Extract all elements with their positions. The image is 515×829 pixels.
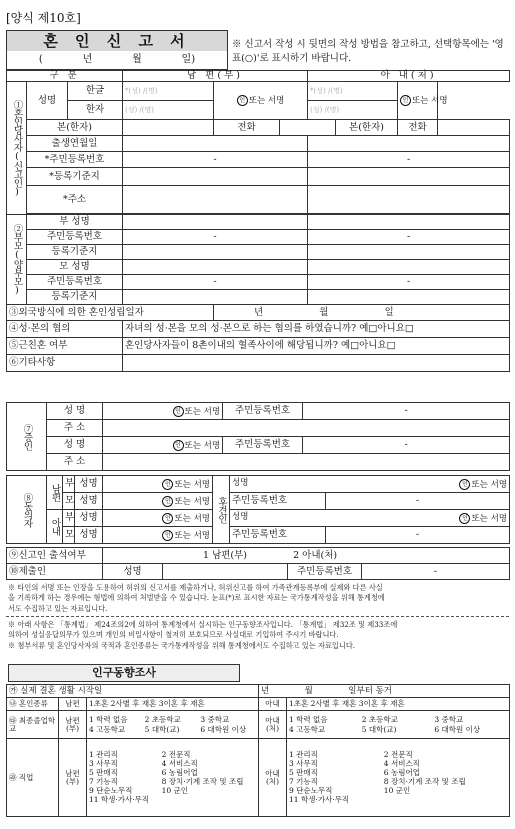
hanja-label: 한자 — [68, 101, 123, 120]
wife-hanja-field[interactable] — [308, 101, 398, 120]
seal-icon: 인 — [459, 479, 470, 490]
domicile-label: *등록기준지 — [27, 168, 123, 186]
wife-father-domicile[interactable] — [308, 245, 510, 260]
mother-domicile-label: 등록기준지 — [27, 290, 123, 305]
husband-bon-field[interactable] — [123, 120, 214, 136]
section9-options[interactable] — [103, 548, 510, 564]
placeholder: (성) /(명) — [310, 106, 340, 115]
w-father-sign[interactable] — [103, 510, 213, 527]
job-opt[interactable]: 2 전문직 — [161, 750, 191, 760]
survey-title: 인구동향조사 — [8, 664, 240, 682]
birth-label: 출생연월일 — [27, 136, 123, 152]
submit-table — [6, 547, 510, 580]
w1-rrn-field[interactable]: - — [303, 403, 510, 420]
section6-field[interactable] — [123, 355, 510, 372]
job-opt[interactable]: 7 기능직 — [89, 777, 118, 786]
seal-icon: 인 — [162, 513, 173, 524]
start-label: ㉮ 실제 결혼 생활 시작일 — [7, 685, 259, 698]
job-wife-label: 아내(처) — [259, 739, 287, 817]
h-father: 부 — [63, 476, 75, 493]
husband-address-field[interactable] — [123, 186, 308, 214]
seal-icon: 인 — [162, 530, 173, 541]
submitter-rrn-label: 주민등록번호 — [288, 564, 362, 580]
date-month: 월 — [132, 54, 142, 65]
section5-label: ⑤근친혼 여부 — [7, 338, 123, 355]
wife-sign-field[interactable] — [398, 82, 448, 120]
bon-label: 본(한자) — [27, 120, 123, 136]
husband-sign-field[interactable] — [214, 82, 308, 120]
s5-answer[interactable]: 예□아니요□ — [340, 340, 396, 352]
w2-sign-field[interactable] — [103, 437, 223, 454]
section6-label: ⑥기타사항 — [7, 355, 123, 372]
job-opt[interactable]: 11 학생·가사·무직 — [89, 794, 150, 804]
submitter-name-field[interactable] — [163, 564, 288, 580]
s5-q: 혼인당사자들이 8촌이내의 혈족사이에 해당됩니까? — [125, 340, 338, 352]
edu-label: ㉰ 최종졸업학교 — [7, 711, 59, 739]
start-field[interactable] — [259, 685, 510, 698]
s3-year: 년 — [254, 306, 264, 318]
kind-husband-label: 남편 — [59, 698, 87, 711]
edu-opt[interactable]: 5 대학(교) — [361, 724, 397, 734]
edu-opt[interactable]: 6 대학원 이상 — [200, 724, 247, 734]
edu-husband-opts[interactable] — [87, 711, 259, 739]
g2-rrn-field[interactable]: - — [326, 527, 510, 544]
father-rrn-label: 주민등록번호 — [27, 230, 123, 245]
wife-phone-label: 전화 — [398, 120, 438, 136]
seal-icon: 인 — [162, 479, 173, 490]
job-opt[interactable]: 3 사무직 — [289, 759, 318, 769]
h-father-name-label: 성명 — [75, 476, 103, 493]
sign-label: 또는 서명 — [184, 440, 221, 451]
wife-mother-domicile[interactable] — [308, 290, 510, 305]
father-name-label: 부 성명 — [27, 215, 123, 230]
job-opt[interactable]: 1 관리직 — [289, 750, 318, 760]
job-husband-opts[interactable] — [87, 739, 259, 817]
notes-block-1 — [8, 583, 508, 614]
wife-mother-name[interactable] — [308, 260, 510, 275]
w1-name-label: 성 명 — [47, 403, 103, 420]
section9-label: ⑨신고인 출석여부 — [7, 548, 103, 564]
husband-phone-label: 전화 — [214, 120, 280, 136]
w-father-name-label: 성명 — [75, 510, 103, 527]
edu-opt[interactable]: 2 초등학교 — [361, 714, 398, 724]
job-opt[interactable]: 8 장치·기계 조작 및 조립 — [161, 777, 244, 786]
section10-label: ⑩제출인 — [7, 564, 103, 580]
divider — [6, 616, 509, 617]
husband-hanja-field[interactable] — [123, 101, 214, 120]
job-opt[interactable]: 9 단순노무직 — [289, 785, 333, 795]
g1-rrn-field[interactable]: - — [326, 493, 510, 510]
w1-address-label: 주 소 — [47, 420, 103, 437]
wife-domicile-field[interactable] — [308, 168, 510, 186]
g2-name-label: 성명 — [232, 511, 249, 522]
job-opt[interactable]: 11 학생·가사·무직 — [289, 794, 350, 804]
main-form-table — [6, 70, 510, 372]
name-label: 성명 — [27, 82, 68, 120]
g2-rrn-label: 주민등록번호 — [230, 527, 326, 544]
job-opt[interactable]: 5 판매직 — [89, 768, 118, 778]
husband-phone-field[interactable] — [280, 120, 336, 136]
mother-rrn-label: 주민등록번호 — [27, 275, 123, 290]
g1-name[interactable] — [230, 476, 510, 493]
sign-label: 또는 서명 — [248, 96, 285, 106]
page-title: 혼 인 신 고 서 — [7, 31, 227, 51]
wife-phone-field[interactable] — [438, 120, 510, 136]
job-opt[interactable]: 4 서비스직 — [161, 759, 198, 769]
guardian-label: 후견인 — [213, 476, 230, 544]
date-open: ( — [38, 54, 43, 65]
w1-sign-field[interactable] — [103, 403, 223, 420]
col-gubun: 구 분 — [7, 71, 123, 82]
submitter-rrn-field[interactable]: - — [362, 564, 510, 580]
w2-rrn-label: 주민등록번호 — [223, 437, 303, 454]
husband-father-rrn[interactable]: - — [123, 230, 308, 245]
title-box — [6, 30, 228, 70]
seal-icon: 인 — [400, 95, 411, 106]
w2-name-label: 성 명 — [47, 437, 103, 454]
note-2b: 의하여 성실응답의무가 있으며 개인의 비밀사항이 철저히 보호되므로 사실대로 기입하여 주시기 바랍니다. — [8, 630, 339, 640]
section4-question[interactable] — [123, 321, 510, 338]
note-1c: 서도 수집하고 있는 자료입니다. — [8, 603, 108, 613]
g2-name[interactable] — [230, 510, 510, 527]
placeholder: (성) /(명) — [125, 106, 155, 115]
job-husband-label: 남편(부) — [59, 739, 87, 817]
seal-icon: 인 — [237, 95, 248, 106]
note-2c: ※ 첨부서류 및 혼인당사자의 국적과 혼인종류는 국가통계작성을 위해 통계청에서도 수집하고 있는 자료입니다. — [8, 640, 356, 650]
note-2a: ※ 아래 사항은 「통계법」 제24조의2에 의하여 통계청에서 실시하는 인구동향조사입니다. 「통계법」 제32조 및 제33조에 — [8, 620, 398, 629]
title-date — [7, 51, 227, 68]
husband-father-name[interactable] — [123, 215, 308, 230]
job-opt[interactable]: 6 농림어업 — [383, 768, 420, 778]
h-mother-name-label: 성명 — [75, 493, 103, 510]
sign-label: 또는 서명 — [471, 479, 508, 490]
start-month: 월 — [304, 685, 313, 696]
job-opt[interactable]: 6 농림어업 — [161, 768, 198, 778]
s4-q: 자녀의 성·본을 모의 성·본으로 하는 협의를 하였습니까? — [125, 323, 357, 335]
mother-name-label: 모 성명 — [27, 260, 123, 275]
husband-mother-name[interactable] — [123, 260, 308, 275]
edu-opt[interactable]: 1 학력 없음 — [289, 714, 328, 724]
job-opt[interactable]: 1 관리직 — [89, 750, 118, 760]
wife-bon-label: 본(한자) — [336, 120, 398, 136]
job-opt[interactable]: 2 전문직 — [383, 750, 413, 760]
wife-side: 아내 — [47, 510, 63, 544]
address-label: *주소 — [27, 186, 123, 214]
kind-wife-label: 아내 — [259, 698, 287, 711]
date-year: 년 — [82, 54, 93, 65]
col-wife: 아 내(처) — [308, 71, 510, 82]
section4-label: ④성·본의 협의 — [7, 321, 123, 338]
hangul-label: 한글 — [68, 82, 123, 101]
w-mother-sign[interactable] — [103, 527, 213, 544]
start-year: 년 — [261, 685, 270, 696]
g1-name-label: 성명 — [232, 477, 249, 488]
father-domicile-label: 등록기준지 — [27, 245, 123, 260]
wife-rrn-field[interactable]: - — [308, 152, 510, 168]
w1-rrn-label: 주민등록번호 — [223, 403, 303, 420]
edu-opt[interactable]: 4 고등학교 — [89, 724, 126, 734]
edu-opt[interactable]: 3 중학교 — [434, 714, 464, 724]
section3-label: ③외국방식에 의한 혼인성립일자 — [7, 305, 214, 321]
w1-address-field[interactable] — [103, 420, 510, 437]
h-mother: 모 — [63, 493, 75, 510]
edu-opt[interactable]: 1 학력 없음 — [89, 714, 128, 724]
husband-hangul-field[interactable] — [123, 82, 214, 101]
edu-wife-opts[interactable] — [287, 711, 510, 739]
sign-label: 또는 서명 — [184, 406, 221, 417]
w-mother-name-label: 성명 — [75, 527, 103, 544]
job-opt[interactable]: 4 서비스직 — [383, 759, 420, 769]
husband-rrn-field[interactable]: - — [123, 152, 308, 168]
s3-day: 일 — [384, 306, 394, 318]
edu-opt[interactable]: 4 고등학교 — [289, 724, 326, 734]
section5-question[interactable] — [123, 338, 510, 355]
wife-hangul-field[interactable] — [308, 82, 398, 101]
sign-label: 또는 서명 — [174, 496, 210, 507]
s3-month: 월 — [319, 306, 329, 318]
sign-label: 또는 서명 — [174, 513, 210, 524]
w2-address-label: 주 소 — [47, 454, 103, 471]
section3-date-field[interactable] — [214, 305, 510, 321]
w2-address-field[interactable] — [103, 454, 510, 471]
section1-label: ①혼인당사자(신고인) — [7, 82, 27, 215]
edu-opt[interactable]: 2 초등학교 — [144, 714, 181, 724]
s4-answer[interactable]: 예□아니요□ — [359, 323, 414, 335]
notes-block-2 — [8, 620, 508, 651]
job-opt[interactable]: 5 판매직 — [289, 768, 318, 778]
rrn-label: *주민등록번호 — [27, 152, 123, 168]
section8-label: ⑧동의자 — [7, 476, 47, 544]
h-father-sign[interactable] — [103, 476, 213, 493]
job-opt[interactable]: 8 장치·기계 조작 및 조립 — [383, 777, 466, 786]
submitter-name-label: 성명 — [103, 564, 163, 580]
w-mother: 모 — [63, 527, 75, 544]
attend-wife-option[interactable]: 2 아내(처) — [293, 549, 338, 561]
edu-wife-label: 아내(처) — [259, 711, 287, 739]
husband-birth-field[interactable] — [123, 136, 308, 152]
date-day: 일) — [181, 54, 196, 65]
g1-rrn-label: 주민등록번호 — [230, 493, 326, 510]
seal-icon: 인 — [173, 440, 184, 451]
wife-birth-field[interactable] — [308, 136, 510, 152]
note-1b: 을 기록하게 하는 경우에는 형법에 의하여 처벌받을 수 있습니다. 눈표(*)로 표시한 자료는 국가통계작성을 위해 통계청에 — [8, 593, 385, 603]
kind-label: ㉯ 혼인종류 — [7, 698, 59, 711]
section7-label: ⑦증인 — [7, 403, 47, 471]
placeholder: *(성) /(명) — [310, 87, 343, 96]
consent-table — [6, 475, 510, 544]
job-opt[interactable]: 3 사무직 — [89, 759, 118, 769]
seal-icon: 인 — [162, 496, 173, 507]
attend-husband-option[interactable]: 1 남편(부) — [203, 549, 248, 561]
start-tail: 일부터 동거 — [348, 685, 393, 696]
wife-mother-rrn[interactable]: - — [308, 275, 510, 290]
husband-mother-domicile[interactable] — [123, 290, 308, 305]
job-label: ㉱ 직업 — [7, 739, 59, 817]
edu-husband-label: 남편(부) — [59, 711, 87, 739]
wife-father-rrn[interactable]: - — [308, 230, 510, 245]
kind-husband-opts[interactable]: 1초혼 2사별 후 재혼 3이혼 후 재혼 — [87, 698, 259, 711]
job-wife-opts[interactable] — [287, 739, 510, 817]
section2-label: ②부모(양부모) — [7, 215, 27, 305]
husband-side: 남편 — [47, 476, 63, 510]
edu-opt[interactable]: 5 대학(교) — [144, 724, 180, 734]
seal-icon: 인 — [459, 513, 470, 524]
kind-wife-opts[interactable]: 1초혼 2사별 후 재혼 3이혼 후 재혼 — [287, 698, 510, 711]
husband-domicile-field[interactable] — [123, 168, 308, 186]
h-mother-sign[interactable] — [103, 493, 213, 510]
col-husband: 남 편(부) — [123, 71, 308, 82]
wife-address-field[interactable] — [308, 186, 510, 214]
job-opt[interactable]: 10 군인 — [383, 785, 411, 795]
job-opt[interactable]: 7 기능직 — [289, 777, 318, 786]
placeholder: *(성) /(명) — [125, 87, 158, 96]
survey-table — [6, 684, 510, 817]
edu-opt[interactable]: 3 중학교 — [200, 714, 230, 724]
seal-icon: 인 — [173, 406, 184, 417]
job-opt[interactable]: 9 단순노무직 — [89, 785, 133, 795]
witness-table — [6, 402, 510, 471]
note-1a: ※ 타인의 서명 또는 인장을 도용하여 허위의 신고서를 제출하거나, 허위신고를 하여 가족관계등록부에 실제와 다른 사실 — [8, 583, 383, 592]
w-father: 부 — [63, 510, 75, 527]
husband-father-domicile[interactable] — [123, 245, 308, 260]
job-opt[interactable]: 10 군인 — [161, 785, 189, 795]
wife-father-name[interactable] — [308, 215, 510, 230]
sign-label: 또는 서명 — [412, 96, 448, 106]
header-note: ※ 신고서 작성 시 뒷면의 작성 방법을 참고하고, 선택항목에는 '영표(○)'로 표시하기 바랍니다. — [232, 39, 504, 64]
edu-opt[interactable]: 6 대학원 이상 — [434, 724, 481, 734]
w2-rrn-field[interactable]: - — [303, 437, 510, 454]
sign-label: 또는 서명 — [174, 530, 210, 541]
husband-mother-rrn[interactable]: - — [123, 275, 308, 290]
form-tag: [양식 제10호] — [6, 11, 81, 25]
sign-label: 또는 서명 — [174, 479, 210, 490]
sign-label: 또는 서명 — [471, 513, 508, 524]
